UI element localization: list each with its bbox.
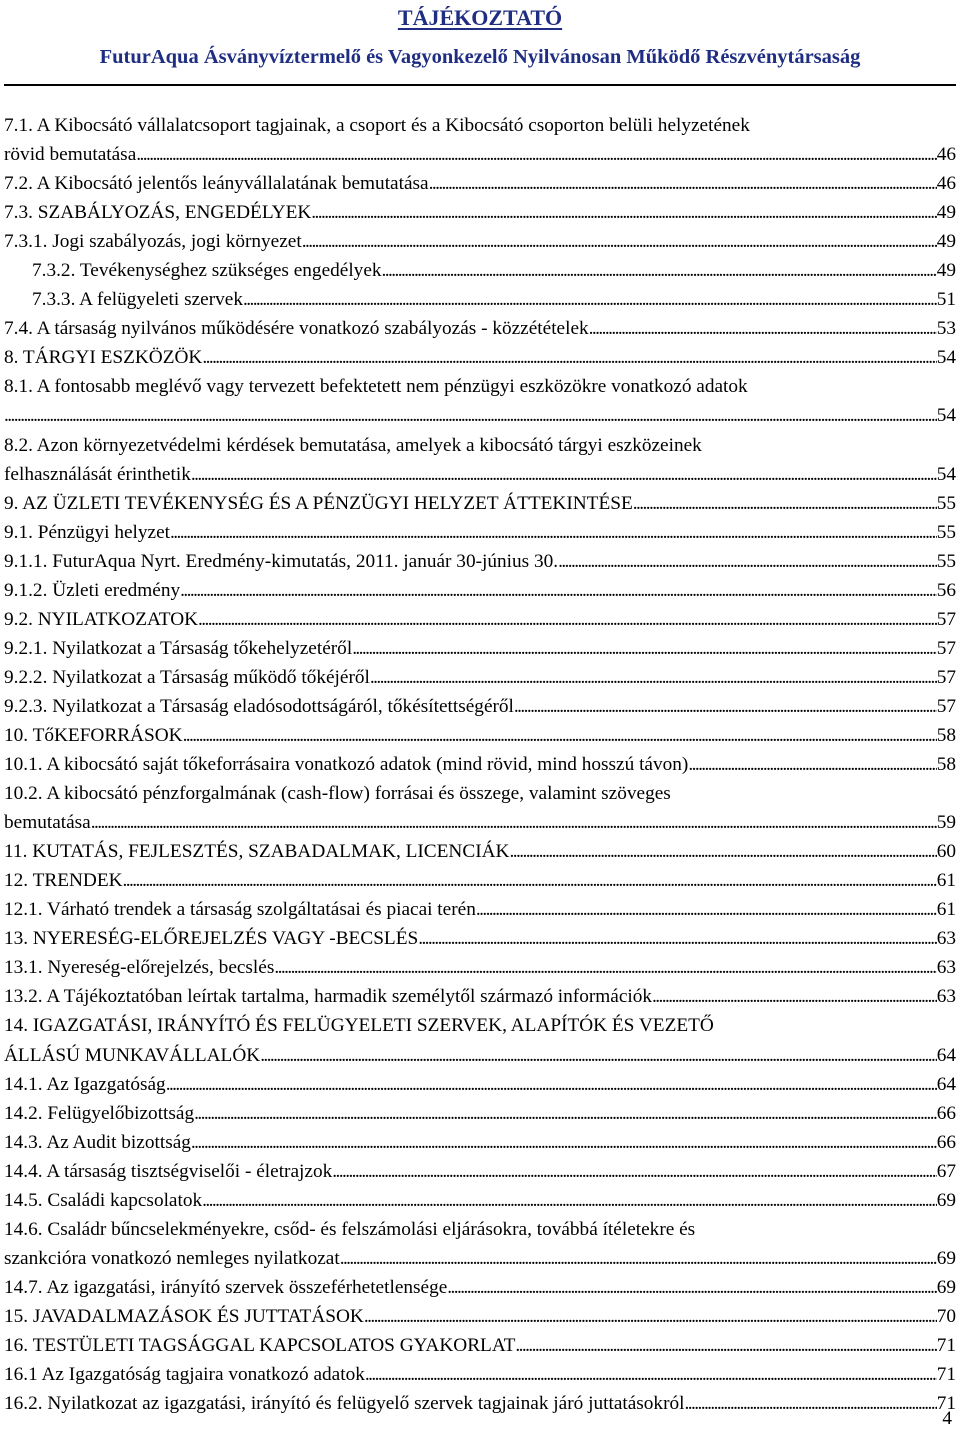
toc-entry[interactable] [0,285,960,314]
toc-entry-title: 16.1 Az Igazgatóság tagjaira vonatkozó adatok [4,1364,365,1386]
toc-entry-title: 14.5. Családi kapcsolatok [4,1189,203,1211]
toc-entry-title: ÁLLÁSÚ MUNKAVÁLLALÓK [4,1044,261,1066]
toc-entry-title: 7.1. A Kibocsátó vállalatcsoport tagjainak, a csoport és a Kibocsátó csoporton belüli helyzetének [4,115,750,136]
toc-dot-leader [382,256,937,285]
toc-entry[interactable] [0,1011,960,1069]
toc-entry[interactable] [0,866,960,895]
toc-entry[interactable] [0,750,960,779]
toc-page-number: 64 [936,1044,956,1066]
toc-page-number: 57 [936,695,956,717]
toc-entry-title: 16.2. Nyilatkozat az igazgatási, irányító és felügyelő szervek tagjainak járó juttatásokról [4,1393,685,1415]
toc-entry-title: 10.2. A kibocsátó pénzforgalmának (cash-flow) forrásai és összege, valamint szöveges [4,783,671,805]
toc-entry-title: 11. KUTATÁS, FEJLESZTÉS, SZABADALMAK, LICENCIÁK [4,841,510,863]
toc-dot-leader [166,1070,937,1099]
toc-dot-leader [183,721,937,750]
company-name: FuturAqua Ásványvíztermelő és Vagyonkezelő Nyilvánosan Működő Részvénytársaság [99,46,861,68]
toc-entry[interactable] [0,314,960,343]
toc-page-number: 46 [936,144,956,166]
toc-entry[interactable] [0,1389,960,1418]
toc-entry-title: 7.3.3. A felügyeleti szervek [32,289,243,311]
toc-dot-leader [191,460,937,489]
toc-entry-title: 7.3.2. Tevékenységhez szükséges engedélyek [32,260,382,282]
toc-entry[interactable] [0,663,960,692]
toc-entry[interactable] [0,1331,960,1360]
toc-dot-leader [302,227,937,256]
table-of-contents [0,111,960,1418]
toc-page-number: 49 [936,260,956,282]
toc-entry-title: 9.1.1. FuturAqua Nyrt. Eredmény-kimutatás, 2011. január 30-június 30. [4,550,559,572]
toc-dot-leader [260,1041,937,1070]
toc-entry-title: 7.3.1. Jogi szabályozás, jogi környezet [4,231,302,253]
toc-page-number: 71 [936,1364,956,1386]
toc-entry-title: 12.1. Várható trendek a társaság szolgáltatásai és piacai terén [4,899,476,921]
toc-entry-title: 13.2. A Tájékoztatóban leírtak tartalma, harmadik személytől származó információk [4,986,653,1008]
toc-entry[interactable] [0,1070,960,1099]
toc-entry-title: 13. NYERESÉG-ELŐREJELZÉS VAGY -BECSLÉS [4,928,419,950]
toc-page-number: 46 [936,173,956,195]
toc-entry[interactable] [0,518,960,547]
toc-entry-title: 14.3. Az Audit bizottság [4,1131,191,1153]
toc-entry-title: 7.3. SZABÁLYOZÁS, ENGEDÉLYEK [4,202,312,224]
toc-dot-leader [274,953,936,982]
toc-page-number: 57 [936,608,956,630]
toc-entry[interactable] [0,982,960,1011]
toc-entry[interactable] [0,372,960,430]
toc-entry[interactable] [0,692,960,721]
toc-entry[interactable] [0,576,960,605]
toc-entry-title: 9.2. NYILATKOZATOK [4,608,199,630]
toc-entry-title: 14.1. Az Igazgatóság [4,1073,166,1095]
toc-entry[interactable] [0,343,960,372]
toc-entry[interactable] [0,837,960,866]
toc-dot-leader [194,1099,937,1128]
toc-page-number: 56 [936,579,956,601]
toc-entry-title: 8.1. A fontosabb meglévő vagy tervezett befektetett nem pénzügyi eszközökre vonatkozó adatok [4,376,748,398]
toc-page-number: 57 [936,637,956,659]
toc-page-number: 71 [936,1393,956,1415]
toc-dot-leader [91,808,937,837]
toc-page-number: 61 [936,899,956,921]
toc-entry-title: 12. TRENDEK [4,870,123,892]
toc-entry[interactable] [0,634,960,663]
toc-page-number: 60 [936,841,956,863]
toc-entry-title: 10. TőKEFORRÁSOK [4,724,183,746]
toc-dot-leader [589,314,937,343]
toc-dot-leader [191,1128,937,1157]
toc-entry-title: felhasználását érinthetik [4,463,191,485]
toc-entry-title: 14.2. Felügyelőbizottság [4,1102,195,1124]
toc-dot-leader [633,489,937,518]
toc-page-number: 55 [936,521,956,543]
toc-entry-title: 7.4. A társaság nyilvános működésére vonatkozó szabályozás - közzétételek [4,318,589,340]
toc-dot-leader [202,343,936,372]
toc-dot-leader [123,866,937,895]
toc-entry[interactable] [0,169,960,198]
toc-entry-title: 9.2.1. Nyilatkozat a Társaság tőkehelyzetéről [4,637,353,659]
toc-page-number: 63 [936,986,956,1008]
toc-dot-leader [180,576,937,605]
toc-dot-leader [352,634,937,663]
header-divider [4,84,956,86]
toc-page-number: 63 [936,957,956,979]
toc-entry-title: 9. AZ ÜZLETI TEVÉKENYSÉG ÉS A PÉNZÜGYI HELYZET ÁTTEKINTÉSE [4,492,633,514]
toc-entry-title: 10.1. A kibocsátó saját tőkeforrásaira vonatkozó adatok (mind rövid, mind hosszú távon) [4,754,689,776]
toc-entry[interactable] [0,256,960,285]
toc-page-number: 53 [936,318,956,340]
toc-dot-leader [685,1389,937,1418]
toc-entry-title: 16. TESTÜLETI TAGSÁGGAL KAPCSOLATOS GYAKORLAT [4,1334,516,1356]
toc-dot-leader [340,1244,937,1273]
toc-entry[interactable] [0,489,960,518]
toc-entry-title: 13.1. Nyereség-előrejelzés, becslés [4,957,275,979]
toc-dot-leader [558,547,937,576]
toc-page-number: 69 [936,1276,956,1298]
toc-dot-leader [311,198,936,227]
toc-dot-leader [429,169,937,198]
toc-dot-leader [515,1331,936,1360]
toc-entry[interactable] [0,1273,960,1302]
toc-entry[interactable] [0,111,960,169]
toc-page-number: 58 [936,754,956,776]
toc-page-number: 54 [936,405,956,427]
toc-entry[interactable] [0,547,960,576]
toc-page-number: 66 [936,1102,956,1124]
toc-entry[interactable] [0,924,960,953]
toc-entry-title: 14.6. Családr bűncselekményekre, csőd- és felszámolási eljárásokra, továbbá ítéletekre és [4,1218,696,1240]
toc-entry-title: 8.2. Azon környezetvédelmi kérdések bemutatása, amelyek a kibocsátó tárgyi eszközeinek [4,434,702,456]
toc-entry-title: 8. TÁRGYI ESZKÖZÖK [4,347,203,369]
toc-dot-leader [332,1157,936,1186]
toc-dot-leader [688,750,936,779]
toc-dot-leader [198,605,937,634]
toc-page-number: 64 [936,1073,956,1095]
toc-entry[interactable] [0,721,960,750]
toc-dot-leader [243,285,937,314]
page-title: TÁJÉKOZTATÓ [397,5,563,30]
toc-entry-title: 9.2.3. Nyilatkozat a Társaság eladósodottságáról, tőkésítettségéről [4,695,514,717]
toc-entry-title: bemutatása [4,812,91,834]
toc-entry-title: 14.7. Az igazgatási, irányító szervek összeférhetetlensége [4,1276,448,1298]
toc-dot-leader [509,837,936,866]
toc-page-number: 59 [936,812,956,834]
toc-page-number: 66 [936,1131,956,1153]
toc-entry[interactable] [0,1099,960,1128]
toc-page-number: 67 [936,1160,956,1182]
toc-entry[interactable] [0,1186,960,1215]
toc-entry[interactable] [0,1302,960,1331]
toc-dot-leader [447,1273,936,1302]
toc-entry-title: 7.2. A Kibocsátó jelentős leányvállalatának bemutatása [4,173,429,195]
toc-entry[interactable] [0,1360,960,1389]
toc-page-number: 69 [936,1247,956,1269]
toc-dot-leader [365,1360,937,1389]
toc-entry[interactable] [0,1215,960,1273]
toc-page-number: 54 [936,463,956,485]
toc-page-number: 49 [936,202,956,224]
toc-dot-leader [170,518,937,547]
toc-entry[interactable] [0,431,960,489]
toc-entry[interactable] [0,1157,960,1186]
toc-entry-title: rövid bemutatása [4,144,137,166]
toc-dot-leader [418,924,937,953]
toc-page-number: 61 [936,870,956,892]
toc-dot-leader [4,401,937,430]
toc-entry[interactable] [0,605,960,634]
toc-entry-title: 9.2.2. Nyilatkozat a Társaság működő tőkéjéről [4,666,370,688]
toc-dot-leader [370,663,937,692]
toc-page-number: 55 [936,492,956,514]
toc-entry-title: 9.1.2. Üzleti eredmény [4,579,181,601]
toc-dot-leader [476,895,937,924]
toc-page-number: 58 [936,724,956,746]
toc-entry-title: 14.4. A társaság tisztségviselői - életrajzok [4,1160,333,1182]
toc-page-number: 63 [936,928,956,950]
toc-entry[interactable] [0,1128,960,1157]
toc-page-number: 71 [936,1334,956,1356]
toc-dot-leader [364,1302,937,1331]
toc-page-number: 54 [936,347,956,369]
toc-page-number: 51 [936,289,956,311]
toc-dot-leader [652,982,937,1011]
toc-entry[interactable] [0,895,960,924]
toc-entry-title: 9.1. Pénzügyi helyzet [4,521,170,543]
page-number: 4 [942,1408,952,1429]
toc-page-number: 49 [936,231,956,253]
toc-entry[interactable] [0,198,960,227]
toc-page-number: 55 [936,550,956,572]
toc-entry-title: 14. IGAZGATÁSI, IRÁNYÍTÓ ÉS FELÜGYELETI SZERVEK, ALAPÍTÓK ÉS VEZETŐ [4,1015,714,1037]
toc-page-number: 57 [936,666,956,688]
toc-dot-leader [202,1186,937,1215]
toc-entry[interactable] [0,779,960,837]
toc-page-number: 69 [936,1189,956,1211]
toc-page-number: 70 [936,1305,956,1327]
toc-entry[interactable] [0,953,960,982]
toc-dot-leader [136,140,936,169]
toc-dot-leader [514,692,937,721]
toc-entry-title: 15. JAVADALMAZÁSOK ÉS JUTTATÁSOK [4,1305,364,1327]
toc-entry-title: szankcióra vonatkozó nemleges nyilatkozat [4,1247,340,1269]
toc-entry[interactable] [0,227,960,256]
